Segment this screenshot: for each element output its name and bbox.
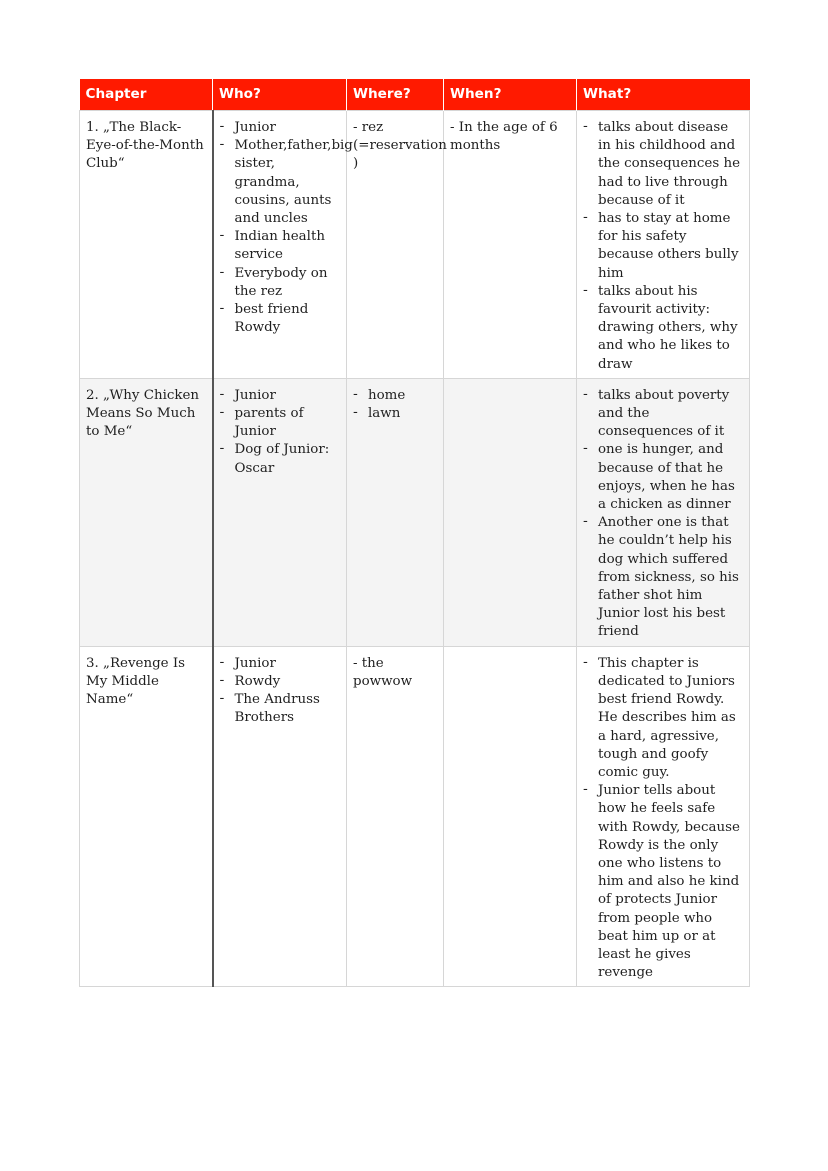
list-item: - Junior [220, 119, 341, 137]
list-item: - talks about poverty and the consequences of it [583, 387, 743, 442]
list-item: - Junior tells about how he feels safe with Rowdy, because Rowdy is the only one who listens to him and also he kind of protects Junior from people who beat him up or at least he gives revenge [583, 782, 743, 982]
who-cell [213, 111, 353, 379]
list-item: - best friend Rowdy [220, 301, 341, 337]
list-item: - Mother,father,big sister, grandma, cousins, aunts and uncles [220, 137, 341, 228]
who-list [220, 119, 353, 337]
chapter-cell [80, 646, 213, 987]
list-item: - Junior [220, 387, 341, 405]
where-cell [347, 378, 444, 646]
list-item: - one is hunger, and because of that he enjoys, when he has a chicken as dinner [583, 441, 743, 514]
what-list [583, 655, 743, 983]
list-item: - home [353, 387, 437, 405]
what-cell [577, 111, 750, 379]
list-item: - parents of Junior [220, 405, 341, 441]
list-item: - has to stay at home for his safety because others bully him [583, 210, 743, 283]
table-row [80, 111, 750, 379]
header-when: When? [444, 79, 577, 111]
where-text: - rez (=reservation ) [353, 120, 447, 172]
table-row [80, 378, 750, 646]
list-item: - Dog of Junior: Oscar [220, 441, 341, 477]
where-cell [347, 646, 444, 987]
who-cell [213, 378, 347, 646]
chapter-cell [80, 111, 213, 379]
what-cell [577, 646, 750, 987]
when-cell [444, 646, 577, 987]
when-text: - In the age of 6 months [450, 120, 558, 154]
when-cell [444, 111, 577, 379]
what-cell [577, 378, 750, 646]
where-cell [347, 111, 447, 379]
header-where: Where? [347, 79, 444, 111]
where-list [353, 387, 437, 423]
list-item: - Another one is that he couldn’t help his dog which suffered from sickness, so his father shot him Junior lost his best friend [583, 514, 743, 641]
list-item: - talks about disease in his childhood and the consequences he had to live through because of it [583, 119, 743, 210]
chapter-title: 2. „Why Chicken Means So Much to Me“ [86, 387, 200, 440]
table-row [80, 646, 750, 987]
list-item: - Rowdy [220, 673, 341, 691]
list-item: - The Andruss Brothers [220, 691, 341, 727]
chapter-cell [80, 378, 213, 646]
chapter-summary-table [79, 79, 750, 987]
list-item: - This chapter is dedicated to Juniors best friend Rowdy. He describes him as a hard, agressive, tough and goofy comic guy. [583, 655, 743, 782]
chapter-title: 3. „Revenge Is My Middle Name“ [86, 655, 186, 708]
when-cell [444, 378, 577, 646]
who-cell [213, 646, 347, 987]
list-item: - Junior [220, 655, 341, 673]
header-chapter: Chapter [80, 79, 213, 111]
where-text: - the powwow [353, 655, 413, 689]
chapter-title: 1. „The Black-Eye-of-the-Month Club“ [86, 120, 204, 172]
list-item: - Everybody on the rez [220, 265, 341, 301]
header-what: What? [577, 79, 750, 111]
list-item: - Indian health service [220, 228, 341, 264]
who-list [220, 655, 341, 728]
table-header-row [80, 79, 750, 111]
header-who: Who? [213, 79, 347, 111]
list-item: - talks about his favourit activity: drawing others, why and who he likes to draw [583, 283, 743, 374]
what-list [583, 119, 743, 374]
what-list [583, 387, 743, 642]
who-list [220, 387, 341, 478]
list-item: - lawn [353, 405, 437, 423]
